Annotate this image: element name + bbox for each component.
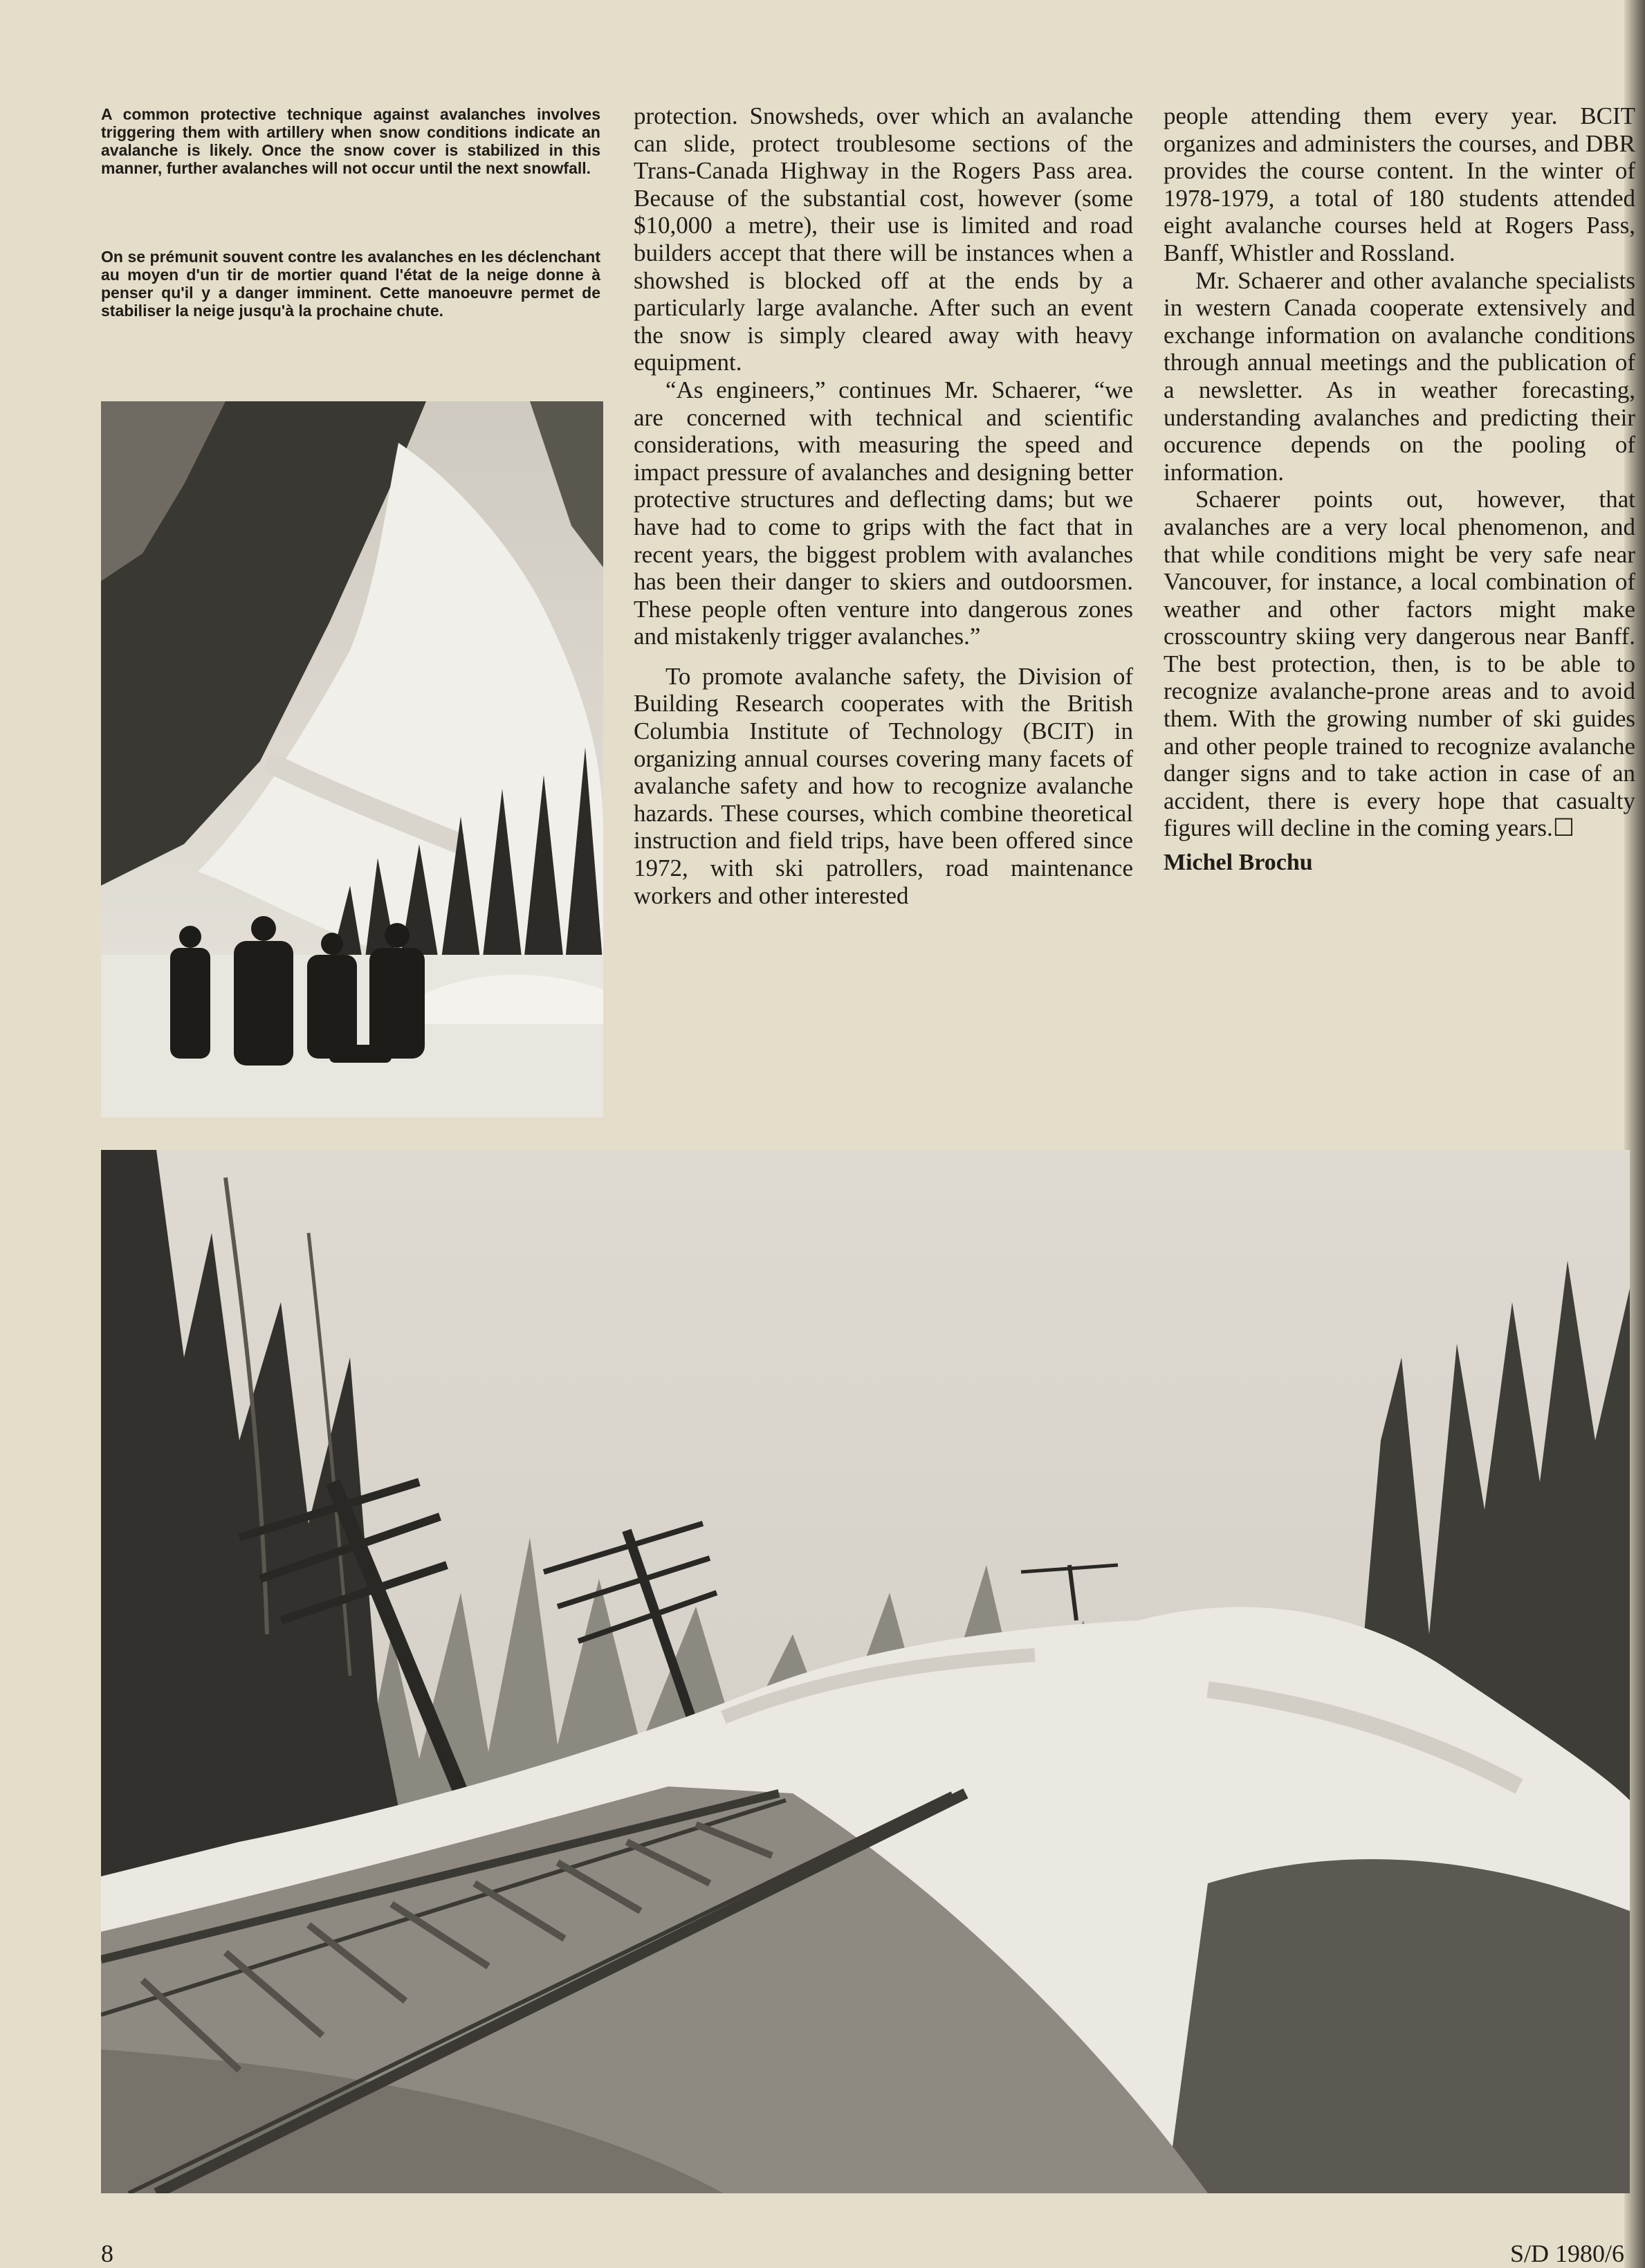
issue-label: S/D 1980/6 xyxy=(1509,2240,1624,2267)
article-paragraph: Mr. Schaerer and other avalanche specialists in western Canada cooperate extensively and exchange information on avalanche conditions through annual meetings and the publication of a newsletter. As in weather forecasting, understanding avalanches and predicting their occurence depends on the pooling of information. xyxy=(1164,266,1635,486)
article-paragraph: “As engineers,” continues Mr. Schaerer, “we are concerned with technical and scientific considerations, with measuring the speed and impact pressure of avalanches and designing better protective structures and deflecting dams; but we have had to come to grips with the fact that in recent years, the biggest problem with avalanches has been their danger to skiers and outdoorsmen. These people often venture into dangerous zones and mistakenly trigger avalanches.” xyxy=(634,376,1133,650)
photo-caption-english: A common protective technique against avalanches involves triggering them with artillery when snow conditions indicate an avalanche is likely. Once the snow cover is stabilized in this manner, further avalanches will not occur until the next snowfall. xyxy=(101,105,600,177)
article-paragraph: people attending them every year. BCIT organizes and administers the courses, and DBR provides the course content. In the winter of 1978-1979, a total of 180 students attended eight avalanche courses held at Rogers Pass, Banff, Whistler and Rossland. xyxy=(1164,102,1635,266)
page-number: 8 xyxy=(101,2240,113,2267)
avalanche-photo xyxy=(101,401,603,1117)
article-paragraph: protection. Snowsheds, over which an avalanche can slide, protect troublesome sections of the Trans-Canada Highway in the Rogers Pass area. Because of the substantial cost, however (some $10,000 a metre), their use is limited and road builders accept that there will be instances when a showshed is blocked off at the ends by a particularly large avalanche. After such an event the snow is simply cleared away with heavy equipment. xyxy=(634,102,1133,376)
article-paragraph: Schaerer points out, however, that avalanches are a very local phenomenon, and that while conditions might be very safe near Vancouver, for instance, a local combination of weather and other factors might make crosscountry skiing very dangerous near Banff. The best protection, then, is to be able to recognize avalanche-prone areas and to avoid them. With the growing number of ski guides and other people trained to recognize avalanche danger signs and to take action in case of an accident, there is every hope that casualty figures will decline in the coming years.☐ xyxy=(1164,486,1635,842)
article-column-2 xyxy=(634,102,1133,909)
article-column-3 xyxy=(1164,102,1635,877)
article-paragraph: To promote avalanche safety, the Division of Building Research cooperates with the British Columbia Institute of Technology (BCIT) in organizing annual courses covering many facets of avalanche safety and how to recognize avalanche hazards. These courses, which combine theoretical instruction and field trips, have been offered since 1972, with ski patrollers, road maintenance workers and other interested xyxy=(634,662,1133,909)
railway-avalanche-photo xyxy=(101,1150,1630,2193)
photo-caption-french: On se prémunit souvent contre les avalanches en les déclenchant au moyen d'un tir de mortier quand l'état de la neige donne à penser qu'il y a danger imminent. Cette manoeuvre permet de stabiliser la neige jusqu'à la prochaine chute. xyxy=(101,248,600,320)
author-byline: Michel Brochu xyxy=(1164,850,1313,876)
